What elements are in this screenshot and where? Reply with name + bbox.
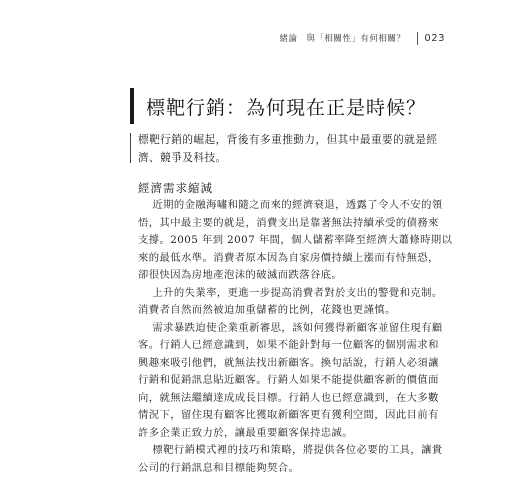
intro-line: 標靶行銷的崛起，背後有多重推動力，但其中最重要的就是經	[138, 134, 438, 146]
header-divider	[417, 32, 418, 45]
paragraph-line: 情況下，留住現有顧客比獲取新顧客更有獲利空間，因此目前有	[138, 409, 439, 421]
paragraph-line: 行銷和促銷訊息貼近顧客。行銷人如果不能提供顧客新的價值面	[138, 374, 439, 386]
paragraph	[138, 320, 443, 443]
page-number: 023	[424, 32, 445, 44]
intro-side-bar	[130, 133, 131, 163]
section-heading: 經濟需求縮減	[138, 181, 213, 195]
paragraph	[138, 285, 443, 320]
paragraph-line: 許多企業正致力於，讓最重要顧客保持忠誠。	[138, 426, 353, 439]
paragraph	[138, 197, 453, 285]
running-header-chapter: 緒論 與「相關性」有何相關？	[279, 34, 406, 44]
chapter-title: 標靶行銷：為何現在正是時候？	[146, 97, 427, 119]
paragraph-line: 需求暴跌迫使企業重新審思，該如何獲得新顧客並留住現有顧	[152, 321, 443, 334]
paragraph-line: 卻很快因為房地產泡沫的破滅而跌落谷底。	[138, 269, 343, 281]
paragraph-line: 公司的行銷訊息和目標能夠契合。	[138, 461, 300, 474]
paragraph	[138, 442, 443, 477]
paragraph-line: 支撐。2005 年到 2007 年間，個人儲蓄率降至經濟大蕭條時期以	[138, 234, 453, 246]
paragraph-line: 標靶行銷模式裡的技巧和策略，將提供各位必要的工具，讓貴	[152, 444, 443, 456]
paragraph-line: 興趣來吸引他們，就無法找出新顧客。換句話說，行銷人必須讓	[138, 356, 439, 369]
paragraph-line: 悟，其中最主要的就是，消費支出是靠著無法持續承受的債務來	[138, 216, 439, 229]
intro-paragraph	[138, 131, 438, 167]
intro-line: 濟、競爭及科技。	[138, 152, 227, 164]
paragraph-line: 來的最低水準。消費者原本因為自家房價持續上漲而有恃無恐，	[138, 251, 439, 264]
paragraph-line: 向，就無法繼續達成成長目標。行銷人也已經意識到，在大多數	[138, 391, 439, 404]
paragraph-line: 上升的失業率，更進一步提高消費者對於支出的警覺和克制。	[152, 286, 443, 299]
running-header	[279, 31, 445, 45]
paragraph-line: 近期的金融海嘯和隨之而來的經濟衰退，透露了令人不安的領	[152, 199, 443, 211]
body-text	[138, 197, 453, 477]
chapter-title-rule	[130, 88, 134, 124]
paragraph-line: 消費者自然而然被迫加重儲蓄的比例，花錢也更謹慎。	[138, 304, 396, 316]
paragraph-line: 客。行銷人已經意識到，如果不能針對每一位顧客的個別需求和	[138, 339, 439, 351]
